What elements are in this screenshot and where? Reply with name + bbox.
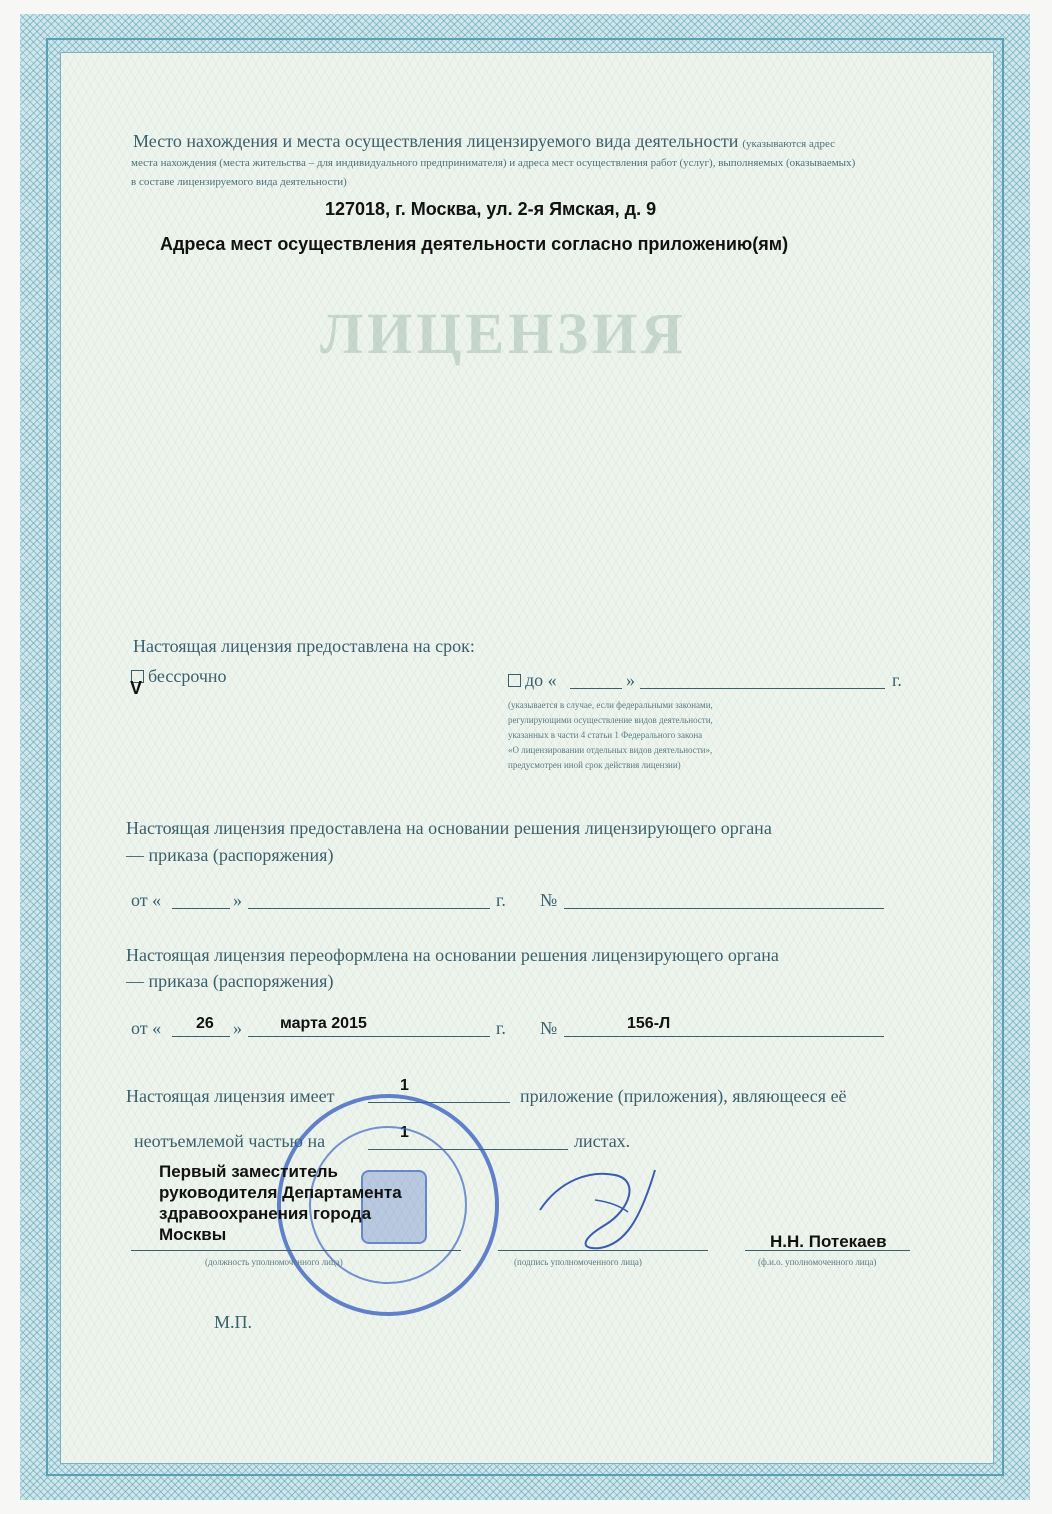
term-note-2: регулирующими осуществление видов деятельности,	[508, 715, 713, 725]
location-note-inline: (указываются адрес	[742, 138, 835, 150]
reissued-number: 156-Л	[627, 1015, 671, 1032]
reissued-from-prefix: от «	[131, 1018, 162, 1038]
reissued-day: 26	[196, 1015, 214, 1032]
until-day-line	[570, 688, 622, 689]
signatory-name: Н.Н. Потекаев	[770, 1232, 887, 1251]
seal-place: М.П.	[214, 1312, 253, 1332]
checkbox-until[interactable]	[508, 674, 521, 687]
check-mark: V	[130, 678, 143, 698]
position-line-1: Первый заместитель	[159, 1162, 338, 1181]
position-line	[131, 1250, 461, 1251]
reissued-month-year: марта 2015	[280, 1015, 367, 1032]
appendix-count: 1	[400, 1077, 409, 1094]
address-value: 127018, г. Москва, ул. 2-я Ямская, д. 9	[325, 199, 657, 219]
granted-line-2: — приказа (распоряжения)	[126, 845, 334, 865]
term-note-4: «О лицензировании отдельных видов деятельности»,	[508, 745, 713, 755]
appendix-line1-suffix: приложение (приложения), являющееся её	[520, 1086, 847, 1106]
term-until-option	[508, 670, 557, 691]
granted-from-prefix: от «	[131, 890, 162, 910]
position-line-4: Москвы	[159, 1225, 227, 1244]
granted-year-suffix: г.	[496, 890, 506, 910]
granted-number-sign: №	[540, 890, 558, 910]
position-line-3: здравоохранения города	[159, 1204, 372, 1223]
caption-position: (должность уполномоченного лица)	[205, 1257, 343, 1267]
location-heading-line	[133, 131, 835, 152]
location-heading: Место нахождения и места осуществления лицензируемого вида деятельности	[133, 131, 739, 151]
appendix-line1-prefix: Настоящая лицензия имеет	[126, 1086, 335, 1106]
reissued-day-line	[172, 1036, 230, 1037]
handwritten-signature	[520, 1140, 680, 1260]
location-note-line2: места нахождения (места жительства – для индивидуального предпринимателя) и адреса мест осуществления работ (услуг), выполняемых (оказываемых)	[131, 157, 856, 169]
granted-number-line	[564, 908, 884, 909]
until-date-line	[640, 688, 885, 689]
appendix-line2-prefix: неотъемлемой частью на	[134, 1131, 326, 1151]
reissued-date-line	[248, 1036, 490, 1037]
granted-line-1: Настоящая лицензия предоставлена на основании решения лицензирующего органа	[126, 818, 772, 838]
reissued-line-1: Настоящая лицензия переоформлена на основании решения лицензирующего органа	[126, 945, 779, 965]
term-year-suffix: г.	[892, 670, 902, 690]
term-note-1: (указывается в случае, если федеральными законами,	[508, 700, 713, 710]
term-heading: Настоящая лицензия предоставлена на срок:	[133, 636, 475, 656]
term-note-3: указанных в части 4 статьи 1 Федерального закона	[508, 730, 703, 740]
appendix-sheets: 1	[400, 1124, 409, 1141]
reissued-number-line	[564, 1036, 884, 1037]
caption-signature: (подпись уполномоченного лица)	[514, 1257, 642, 1267]
appendix-line2-suffix: листах.	[574, 1131, 631, 1151]
caption-name: (ф.и.о. уполномоченного лица)	[758, 1257, 877, 1267]
term-indefinite-label: бессрочно	[148, 666, 227, 686]
reissued-line-2: — приказа (распоряжения)	[126, 971, 334, 991]
term-until-mid: »	[626, 670, 635, 690]
granted-day-line	[172, 908, 230, 909]
granted-from-mid: »	[233, 890, 242, 910]
location-note-line3: в составе лицензируемого вида деятельности)	[131, 176, 347, 188]
signatory-position	[159, 1161, 402, 1245]
reissued-from-mid: »	[233, 1018, 242, 1038]
reissued-number-sign: №	[540, 1018, 558, 1038]
granted-date-line	[248, 908, 490, 909]
position-line-2: руководителя Департамента	[159, 1183, 402, 1202]
term-note-5: предусмотрен иной срок действия лицензии)	[508, 760, 681, 770]
term-until-prefix: до «	[525, 670, 557, 690]
reissued-year-suffix: г.	[496, 1018, 506, 1038]
term-indefinite-option	[131, 666, 227, 687]
addresses-reference: Адреса мест осуществления деятельности согласно приложению(ям)	[160, 234, 789, 254]
watermark-license-title: ЛИЦЕНЗИЯ	[320, 301, 687, 366]
